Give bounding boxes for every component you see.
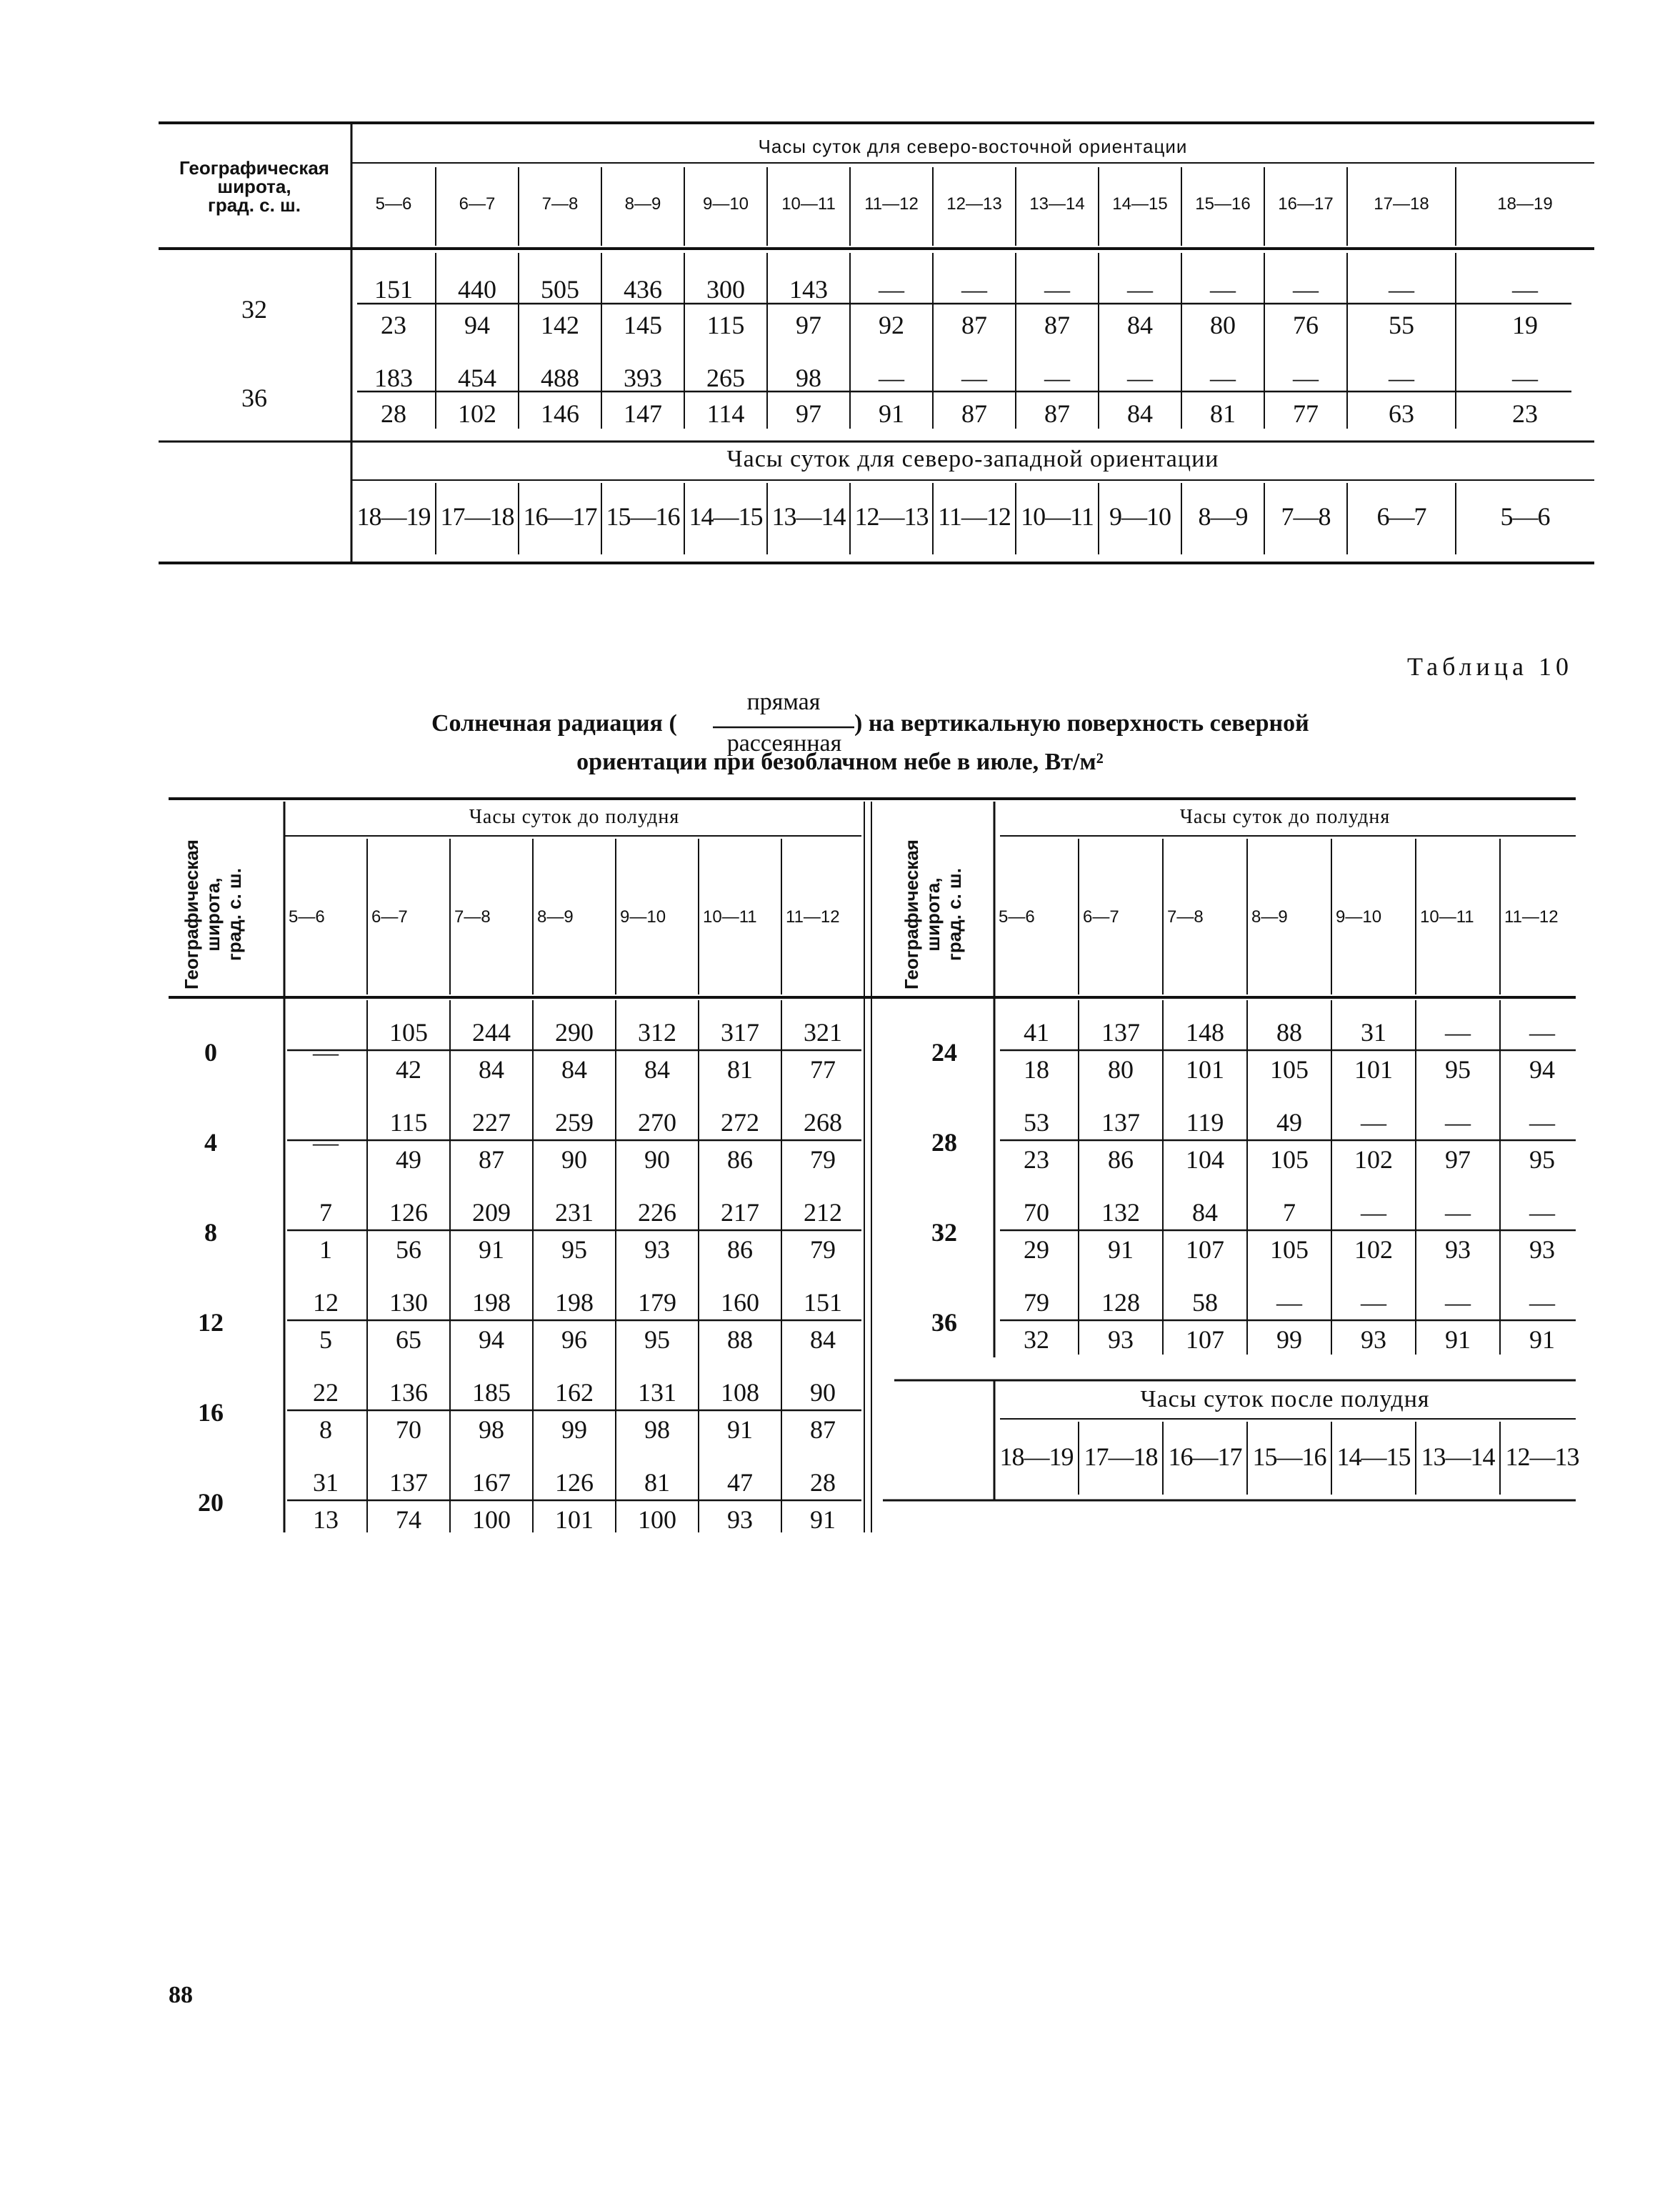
page-number: 88 (169, 1982, 193, 2008)
direct-value: — (1445, 1108, 1471, 1137)
direct-value: 272 (721, 1108, 759, 1137)
direct-value: 300 (706, 275, 745, 304)
diffuse-value: 91 (1445, 1325, 1471, 1354)
diffuse-value: 94 (464, 311, 490, 339)
diffuse-value: 79 (810, 1235, 836, 1264)
diffuse-value: 28 (381, 399, 406, 428)
direct-value: — (1529, 1108, 1555, 1137)
direct-value: 393 (624, 364, 662, 392)
direct-value: 312 (638, 1018, 676, 1047)
hour-header: 9—10 (620, 907, 666, 927)
diffuse-value: 147 (624, 399, 662, 428)
direct-value: 115 (389, 1108, 428, 1137)
latitude-value: 36 (931, 1308, 957, 1337)
diffuse-value: 23 (1024, 1145, 1049, 1174)
direct-value: — (879, 275, 904, 304)
latitude-value: 12 (198, 1308, 224, 1337)
direct-value: 270 (638, 1108, 676, 1137)
diffuse-value: 63 (1389, 399, 1414, 428)
diffuse-value: 98 (479, 1415, 504, 1444)
hour-header: 5—6 (1500, 502, 1550, 531)
direct-value: — (1445, 1288, 1471, 1317)
hour-header: 10—11 (781, 194, 836, 214)
diffuse-value: 77 (810, 1055, 836, 1084)
direct-value: 22 (313, 1378, 339, 1407)
direct-value: 226 (638, 1198, 676, 1227)
direct-value: — (1529, 1018, 1555, 1047)
diffuse-value: 93 (1529, 1235, 1555, 1264)
diffuse-value: 70 (396, 1415, 421, 1444)
hour-header: 9—10 (1109, 502, 1171, 531)
diffuse-value: 1 (319, 1235, 332, 1264)
diffuse-value: 95 (644, 1325, 670, 1354)
diffuse-value: 114 (706, 399, 745, 428)
hour-header: 15—16 (1195, 194, 1251, 214)
direct-value: 162 (555, 1378, 594, 1407)
direct-value: 227 (472, 1108, 511, 1137)
diffuse-value: 92 (879, 311, 904, 339)
hour-header: 6—7 (1376, 502, 1426, 531)
diffuse-value: 81 (727, 1055, 753, 1084)
hour-header: 10—11 (703, 907, 757, 927)
hour-header: 11—12 (938, 502, 1011, 531)
direct-value: 130 (389, 1288, 428, 1317)
direct-value: 98 (796, 364, 821, 392)
hour-header: 5—6 (375, 194, 412, 214)
diffuse-value: 107 (1186, 1325, 1224, 1354)
hour-header: 16—17 (1278, 194, 1334, 214)
direct-value: 108 (721, 1378, 759, 1407)
latitude-value: 0 (204, 1038, 217, 1067)
direct-value: 105 (389, 1018, 428, 1047)
direct-value: 81 (644, 1468, 670, 1497)
diffuse-value: 84 (1127, 311, 1153, 339)
direct-value: 31 (313, 1468, 339, 1497)
latitude-value: 36 (241, 384, 267, 412)
direct-value: 47 (727, 1468, 753, 1497)
direct-value: 119 (1186, 1108, 1224, 1137)
latitude-header-right (901, 818, 966, 1011)
before-noon-title-left: Часы суток до полудня (469, 806, 680, 828)
diffuse-value: 102 (458, 399, 496, 428)
diffuse-value: 91 (479, 1235, 504, 1264)
hour-header: 8—9 (1251, 907, 1288, 927)
hour-header: 7—8 (454, 907, 491, 927)
latitude-value: 8 (204, 1218, 217, 1247)
direct-value: — (1512, 364, 1538, 392)
direct-value: — (1445, 1018, 1471, 1047)
direct-value: — (1210, 275, 1236, 304)
hour-header: 12—13 (946, 194, 1002, 214)
direct-value: 290 (555, 1018, 594, 1047)
hour-header: 14—15 (689, 502, 763, 531)
hour-header: 11—12 (786, 907, 840, 927)
diffuse-value: 142 (541, 311, 579, 339)
diffuse-value: 98 (644, 1415, 670, 1444)
diffuse-value: 102 (1354, 1235, 1393, 1264)
direct-value: — (1361, 1288, 1386, 1317)
hour-header: 9—10 (702, 194, 749, 214)
hour-header: 6—7 (1083, 907, 1119, 927)
hour-header: 16—17 (1168, 1442, 1242, 1471)
direct-value: 148 (1186, 1018, 1224, 1047)
hour-header: 7—8 (1167, 907, 1204, 927)
direct-value: 259 (555, 1108, 594, 1137)
direct-value: 231 (555, 1198, 594, 1227)
diffuse-value: 93 (644, 1235, 670, 1264)
latitude-header-line: Географическая (179, 157, 329, 179)
hour-header: 11—12 (1504, 907, 1559, 927)
direct-value: 126 (555, 1468, 594, 1497)
diffuse-value: 80 (1108, 1055, 1134, 1084)
hour-header: 8—9 (1198, 502, 1248, 531)
diffuse-value: 13 (313, 1505, 339, 1534)
diffuse-value: 93 (1108, 1325, 1134, 1354)
diffuse-value: 23 (381, 311, 406, 339)
diffuse-value: 146 (541, 399, 579, 428)
hour-header: 18—19 (999, 1442, 1074, 1471)
diffuse-value: 101 (1186, 1055, 1224, 1084)
hour-header: 15—16 (606, 502, 680, 531)
diffuse-value: 29 (1024, 1235, 1049, 1264)
latitude-header-line: град. с. ш. (224, 868, 245, 961)
direct-value: — (1293, 275, 1319, 304)
hour-header: 14—15 (1336, 1442, 1411, 1471)
diffuse-value: 74 (396, 1505, 421, 1534)
diffuse-value: 84 (561, 1055, 587, 1084)
diffuse-value: 86 (1108, 1145, 1134, 1174)
direct-value: 58 (1192, 1288, 1218, 1317)
diffuse-value: 105 (1270, 1145, 1309, 1174)
direct-value: 505 (541, 275, 579, 304)
direct-value: 137 (1101, 1108, 1140, 1137)
hour-header: 16—17 (523, 502, 597, 531)
diffuse-value: 42 (396, 1055, 421, 1084)
direct-value: 198 (472, 1288, 511, 1317)
diffuse-value: 87 (479, 1145, 504, 1174)
hour-header: 17—18 (1084, 1442, 1158, 1471)
hour-header: 13—14 (1421, 1442, 1495, 1471)
diffuse-value: 104 (1186, 1145, 1224, 1174)
diffuse-value: 100 (472, 1505, 511, 1534)
diffuse-value: 90 (644, 1145, 670, 1174)
direct-value: 7 (319, 1198, 332, 1227)
direct-value: 217 (721, 1198, 759, 1227)
latitude-header-line: Географическая (181, 839, 202, 989)
hour-header: 17—18 (440, 502, 514, 531)
ne-orientation-title: Часы суток для северо-восточной ориентации (758, 136, 1188, 157)
diffuse-value: 97 (1445, 1145, 1471, 1174)
hour-header: 7—8 (1281, 502, 1331, 531)
diffuse-value: 97 (796, 311, 821, 339)
direct-value: 88 (1276, 1018, 1302, 1047)
diffuse-value: 87 (1044, 399, 1070, 428)
hour-header: 10—11 (1420, 907, 1474, 927)
diffuse-value: 91 (879, 399, 904, 428)
nw-orientation-title: Часы суток для северо-западной ориентации (726, 446, 1219, 472)
diffuse-value: 91 (810, 1505, 836, 1534)
latitude-value: 4 (204, 1128, 217, 1157)
direct-value: 137 (1101, 1018, 1140, 1047)
latitude-value: 16 (198, 1398, 224, 1427)
title-suffix: ) на вертикальную поверхность северной (854, 710, 1309, 737)
diffuse-value: 80 (1210, 311, 1236, 339)
latitude-value: 32 (931, 1218, 957, 1247)
direct-value: — (1293, 364, 1319, 392)
diffuse-value: 96 (561, 1325, 587, 1354)
hour-header: 15—16 (1252, 1442, 1326, 1471)
diffuse-value: 99 (561, 1415, 587, 1444)
direct-value: — (1389, 275, 1414, 304)
title-fraction-numerator: прямая (746, 689, 821, 715)
diffuse-value: 81 (1210, 399, 1236, 428)
diffuse-value: 76 (1293, 311, 1319, 339)
title-fraction-denominator: рассеянная (726, 730, 842, 757)
direct-value: 321 (804, 1018, 842, 1047)
direct-value: 160 (721, 1288, 759, 1317)
diffuse-value: 94 (479, 1325, 504, 1354)
hour-header: 12—13 (854, 502, 929, 531)
direct-value: 151 (804, 1288, 842, 1317)
diffuse-value: 100 (638, 1505, 676, 1534)
direct-value: — (1512, 275, 1538, 304)
direct-value: 53 (1024, 1108, 1049, 1137)
direct-value: 265 (706, 364, 745, 392)
diffuse-value: 87 (1044, 311, 1070, 339)
direct-value: 132 (1101, 1198, 1140, 1227)
diffuse-value: 86 (727, 1145, 753, 1174)
hour-header: 12—13 (1505, 1442, 1579, 1471)
direct-value: 198 (555, 1288, 594, 1317)
latitude-header-line: град. с. ш. (208, 194, 301, 216)
diffuse-value: 87 (961, 311, 987, 339)
diffuse-value: 49 (396, 1145, 421, 1174)
diffuse-value: 84 (1127, 399, 1153, 428)
direct-value: 12 (313, 1288, 339, 1317)
latitude-value: 20 (198, 1488, 224, 1517)
diffuse-value: 8 (319, 1415, 332, 1444)
diffuse-value: 95 (561, 1235, 587, 1264)
diffuse-value: 101 (1354, 1055, 1393, 1084)
latitude-header-line: широта, (217, 176, 291, 197)
diffuse-value: 101 (555, 1505, 594, 1534)
hour-header: 5—6 (999, 907, 1035, 927)
diffuse-value: 91 (1529, 1325, 1555, 1354)
direct-value: 143 (789, 275, 828, 304)
diffuse-value: 19 (1512, 311, 1538, 339)
direct-value: 31 (1361, 1018, 1386, 1047)
hour-header: 13—14 (771, 502, 846, 531)
diffuse-value: 84 (810, 1325, 836, 1354)
diffuse-value: 102 (1354, 1145, 1393, 1174)
diffuse-value: 90 (561, 1145, 587, 1174)
latitude-value: 24 (931, 1038, 957, 1067)
hour-header: 9—10 (1336, 907, 1382, 927)
hour-header: 8—9 (537, 907, 574, 927)
direct-value: — (1389, 364, 1414, 392)
hour-header: 10—11 (1021, 502, 1094, 531)
diffuse-value: 145 (624, 311, 662, 339)
direct-value: — (1044, 364, 1070, 392)
direct-value: 317 (721, 1018, 759, 1047)
title-prefix: Солнечная радиация ( (431, 710, 677, 737)
direct-value: — (1127, 364, 1153, 392)
before-noon-title-right: Часы суток до полудня (1179, 806, 1391, 828)
direct-value: 185 (472, 1378, 511, 1407)
diffuse-value: 79 (810, 1145, 836, 1174)
direct-value: 41 (1024, 1018, 1049, 1047)
direct-value: 136 (389, 1378, 428, 1407)
diffuse-value: 93 (1361, 1325, 1386, 1354)
hour-header: 8—9 (624, 194, 661, 214)
diffuse-value: 91 (727, 1415, 753, 1444)
direct-value: 7 (1283, 1198, 1296, 1227)
direct-value: — (1361, 1198, 1386, 1227)
direct-value: 440 (458, 275, 496, 304)
title-line-2: ориентации при безоблачном небе в июле, Вт/м² (576, 749, 1104, 775)
direct-value: 84 (1192, 1198, 1218, 1227)
diffuse-value: 23 (1512, 399, 1538, 428)
diffuse-value: 87 (961, 399, 987, 428)
direct-value: — (1361, 1108, 1386, 1137)
direct-value: 131 (638, 1378, 676, 1407)
diffuse-value: 95 (1529, 1145, 1555, 1174)
direct-value: 179 (638, 1288, 676, 1317)
direct-value: — (961, 364, 987, 392)
direct-value: — (313, 1038, 339, 1067)
direct-value: — (1044, 275, 1070, 304)
direct-value: — (1276, 1288, 1302, 1317)
diffuse-value: 107 (1186, 1235, 1224, 1264)
diffuse-value: 93 (727, 1505, 753, 1534)
latitude-header-line: Географическая (901, 839, 922, 989)
direct-value: 28 (810, 1468, 836, 1497)
diffuse-value: 77 (1293, 399, 1319, 428)
direct-value: 488 (541, 364, 579, 392)
diffuse-value: 88 (727, 1325, 753, 1354)
direct-value: 183 (374, 364, 413, 392)
diffuse-value: 97 (796, 399, 821, 428)
after-noon-title: Часы суток после полудня (1140, 1386, 1430, 1412)
diffuse-value: 65 (396, 1325, 421, 1354)
latitude-value: 28 (931, 1128, 957, 1157)
direct-value: 454 (458, 364, 496, 392)
latitude-header-line: широта, (202, 877, 224, 952)
diffuse-value: 94 (1529, 1055, 1555, 1084)
hour-header: 7—8 (541, 194, 579, 214)
diffuse-value: 105 (1270, 1235, 1309, 1264)
hour-header: 5—6 (289, 907, 325, 927)
direct-value: — (1127, 275, 1153, 304)
direct-value: — (1445, 1198, 1471, 1227)
direct-value: 209 (472, 1198, 511, 1227)
hour-header: 18—19 (356, 502, 431, 531)
diffuse-value: 18 (1024, 1055, 1049, 1084)
hour-header: 11—12 (864, 194, 919, 214)
diffuse-value: 84 (644, 1055, 670, 1084)
diffuse-value: 55 (1389, 311, 1414, 339)
diffuse-value: 86 (727, 1235, 753, 1264)
direct-value: 151 (374, 275, 413, 304)
direct-value: — (879, 364, 904, 392)
diffuse-value: 32 (1024, 1325, 1049, 1354)
latitude-header (161, 159, 347, 214)
hour-header: 17—18 (1374, 194, 1429, 214)
diffuse-value: 115 (706, 311, 745, 339)
diffuse-value: 95 (1445, 1055, 1471, 1084)
direct-value: 212 (804, 1198, 842, 1227)
diffuse-value: 56 (396, 1235, 421, 1264)
direct-value: 126 (389, 1198, 428, 1227)
direct-value: — (1529, 1288, 1555, 1317)
diffuse-value: 87 (810, 1415, 836, 1444)
hour-header: 13—14 (1029, 194, 1085, 214)
direct-value: 70 (1024, 1198, 1049, 1227)
hour-header: 18—19 (1497, 194, 1553, 214)
direct-value: — (961, 275, 987, 304)
diffuse-value: 5 (319, 1325, 332, 1354)
latitude-header-line: град. с. ш. (944, 868, 965, 961)
direct-value: — (313, 1128, 339, 1157)
latitude-header-line: широта, (922, 877, 944, 952)
table-title (0, 689, 1680, 780)
hour-header: 14—15 (1112, 194, 1168, 214)
hour-header: 6—7 (459, 194, 496, 214)
direct-value: 268 (804, 1108, 842, 1137)
direct-value: 436 (624, 275, 662, 304)
latitude-value: 32 (241, 295, 267, 324)
direct-value: 167 (472, 1468, 511, 1497)
diffuse-value: 84 (479, 1055, 504, 1084)
hour-header: 6—7 (371, 907, 408, 927)
direct-value: 244 (472, 1018, 511, 1047)
direct-value: 128 (1101, 1288, 1140, 1317)
direct-value: 79 (1024, 1288, 1049, 1317)
latitude-header-left (181, 818, 246, 1011)
direct-value: 90 (810, 1378, 836, 1407)
direct-value: 137 (389, 1468, 428, 1497)
diffuse-value: 105 (1270, 1055, 1309, 1084)
diffuse-value: 99 (1276, 1325, 1302, 1354)
direct-value: 49 (1276, 1108, 1302, 1137)
table-number: Таблица 10 (1407, 652, 1573, 681)
direct-value: — (1210, 364, 1236, 392)
diffuse-value: 93 (1445, 1235, 1471, 1264)
diffuse-value: 91 (1108, 1235, 1134, 1264)
direct-value: — (1529, 1198, 1555, 1227)
